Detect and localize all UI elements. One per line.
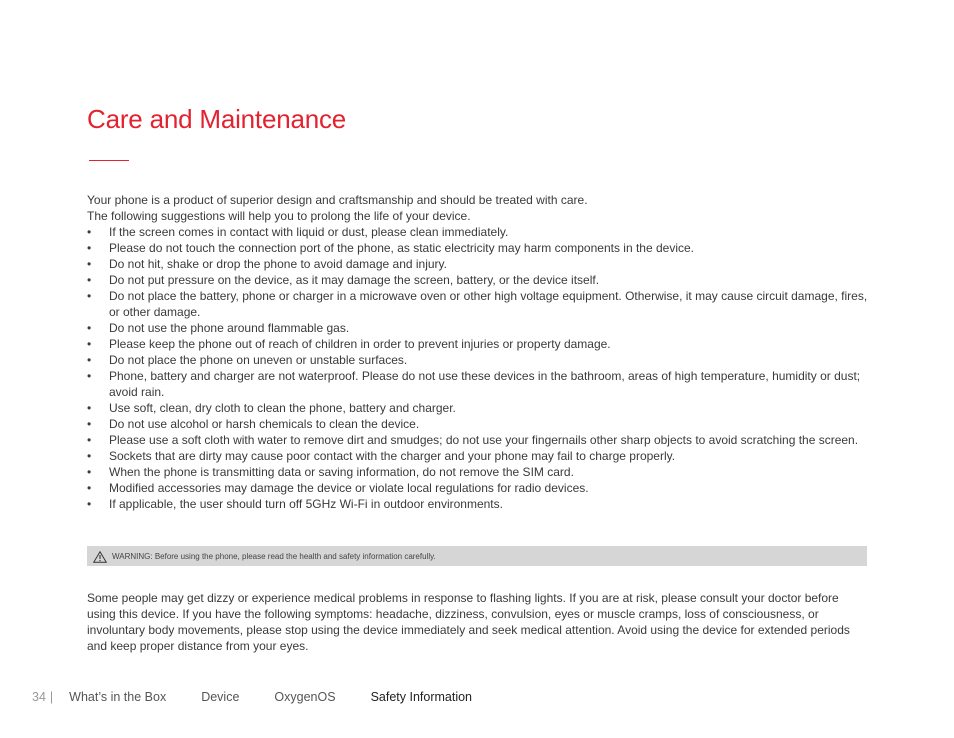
list-item [87,256,877,272]
list-item-text: Do not use alcohol or harsh chemicals to clean the device. [109,417,420,431]
warning-banner [87,546,867,566]
list-item [87,480,877,496]
list-item [87,432,877,448]
bullet-glyph: • [87,241,92,255]
bullet-glyph: • [87,449,92,463]
list-item-text: Do not hit, shake or drop the phone to avoid damage and injury. [109,257,447,271]
footer-nav [32,690,507,704]
bullet-glyph: • [87,417,92,431]
nav-link-device[interactable]: Device [201,690,240,704]
title-underline [89,160,129,161]
list-item [87,400,877,416]
intro-line: The following suggestions will help you to prolong the life of your device. [87,209,471,223]
list-item [87,320,877,336]
bullet-glyph: • [87,497,92,511]
list-item-text: Use soft, clean, dry cloth to clean the phone, battery and charger. [109,401,456,415]
list-item-text: Do not place the battery, phone or charger in a microwave oven or other high voltage equipment. Otherwise, it may cause circuit damage, fires, or other damage. [109,289,868,319]
page-title: Care and Maintenance [87,104,347,134]
list-item-text: When the phone is transmitting data or saving information, do not remove the SIM card. [109,465,574,479]
list-item-text: Phone, battery and charger are not waterproof. Please do not use these devices in the bathroom, areas of high temperature, humidity or dust; avoid rain. [109,369,861,399]
list-item [87,336,877,352]
list-item-text: If the screen comes in contact with liquid or dust, please clean immediately. [109,225,509,239]
list-item-text: Please do not touch the connection port of the phone, as static electricity may harm components in the device. [109,241,694,255]
bullet-glyph: • [87,337,92,351]
list-item-text: Modified accessories may damage the device or violate local regulations for radio devices. [109,481,589,495]
nav-link-safety-information[interactable]: Safety Information [370,690,473,704]
list-item-text: Sockets that are dirty may cause poor contact with the charger and your phone may fail to charge properly. [109,449,676,463]
bullet-glyph: • [87,257,92,271]
bullet-glyph: • [87,465,92,479]
care-content [87,192,877,512]
bullet-glyph: • [87,273,92,287]
list-item [87,240,877,256]
list-item [87,416,877,432]
page-number: 34 [32,690,46,704]
list-item [87,368,877,400]
nav-link-whats-in-the-box[interactable]: What’s in the Box [69,690,167,704]
nav-link-oxygenos[interactable]: OxygenOS [274,690,336,704]
intro-line: Your phone is a product of superior design and craftsmanship and should be treated with care. [87,193,588,207]
bullet-glyph: • [87,289,92,303]
care-tips-list [87,224,877,512]
bullet-glyph: • [87,433,92,447]
list-item-text: Please keep the phone out of reach of children in order to prevent injuries or property damage. [109,337,611,351]
warning-triangle-icon [93,550,107,562]
bullet-glyph: • [87,369,92,383]
list-item-text: Do not use the phone around flammable gas. [109,321,350,335]
bullet-glyph: • [87,225,92,239]
list-item [87,448,877,464]
list-item-text: Do not put pressure on the device, as it may damage the screen, battery, or the device itself. [109,273,600,287]
list-item [87,272,877,288]
bullet-glyph: • [87,481,92,495]
list-item [87,496,877,512]
bullet-glyph: • [87,401,92,415]
list-item [87,224,877,240]
list-item-text: Do not place the phone on uneven or unstable surfaces. [109,353,408,367]
health-paragraph: Some people may get dizzy or experience medical problems in response to flashing lights. If you are at risk, please consult your doctor before using this device. If you have the following symptoms: headache, dizziness, convulsion, eyes or muscle cramps, loss of consciousness, or involuntary body movements, please stop using the device immediately and seek medical attention. Avoid using the device for extended periods and keep proper distance from your eyes. [87,591,850,653]
list-item-text: If applicable, the user should turn off 5GHz Wi-Fi in outdoor environments. [109,497,503,511]
page-separator: | [49,690,54,704]
bullet-glyph: • [87,353,92,367]
list-item [87,288,877,320]
warning-text: WARNING: Before using the phone, please read the health and safety information carefully. [112,551,436,561]
list-item-text: Please use a soft cloth with water to remove dirt and smudges; do not use your fingernails other sharp objects to avoid scratching the screen. [109,433,859,447]
bullet-glyph: • [87,321,92,335]
list-item [87,464,877,480]
list-item [87,352,877,368]
